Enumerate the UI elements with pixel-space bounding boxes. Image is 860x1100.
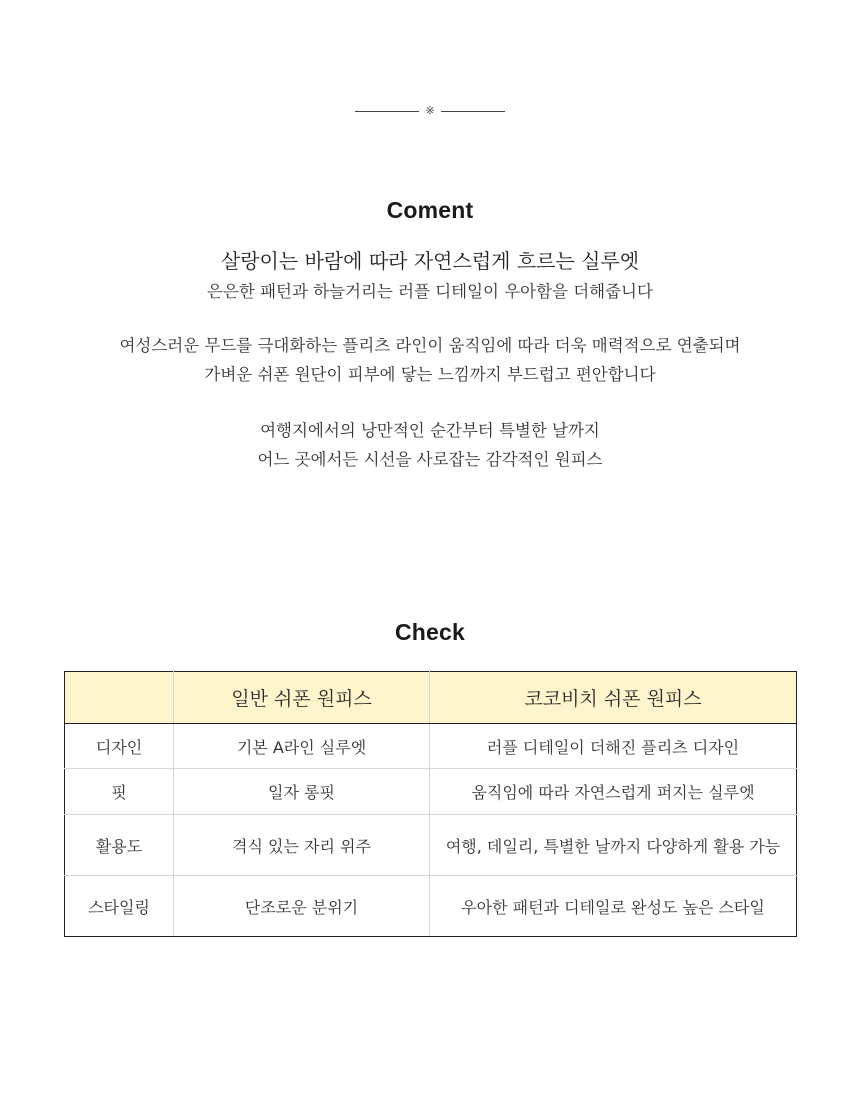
table-row xyxy=(65,815,797,876)
row-label: 스타일링 xyxy=(65,876,174,937)
normal-cell: 격식 있는 자리 위주 xyxy=(174,815,430,876)
coment-paragraph-1 xyxy=(0,332,860,389)
header-normal-chiffon: 일반 쉬폰 원피스 xyxy=(174,672,430,724)
row-label: 핏 xyxy=(65,769,174,815)
coment-lead-line-1: 살랑이는 바람에 따라 자연스럽게 흐르는 실루엣 xyxy=(220,249,640,273)
divider-line-left xyxy=(355,111,419,112)
cocobeach-cell: 여행, 데일리, 특별한 날까지 다양하게 활용 가능 xyxy=(430,815,797,876)
normal-cell: 기본 A라인 실루엣 xyxy=(174,724,430,769)
check-heading: Check xyxy=(394,619,466,645)
coment-paragraph-2-line-2: 어느 곳에서든 시선을 사로잡는 감각적인 원피스 xyxy=(257,449,603,469)
section-divider xyxy=(0,103,860,119)
row-label: 활용도 xyxy=(65,815,174,876)
cocobeach-cell: 러플 디테일이 더해진 플리츠 디자인 xyxy=(430,724,797,769)
divider-line-right xyxy=(441,111,505,112)
table-row xyxy=(65,769,797,815)
table-header-row xyxy=(65,672,797,724)
cocobeach-cell: 우아한 패턴과 디테일로 완성도 높은 스타일 xyxy=(430,876,797,937)
header-blank-cell xyxy=(65,672,174,724)
asterism-icon: ※ xyxy=(425,104,435,117)
table-row xyxy=(65,876,797,937)
comparison-table xyxy=(64,671,797,937)
normal-cell: 일자 롱핏 xyxy=(174,769,430,815)
cocobeach-cell: 움직임에 따라 자연스럽게 퍼지는 실루엣 xyxy=(430,769,797,815)
coment-heading: Coment xyxy=(386,197,474,223)
row-label: 디자인 xyxy=(65,724,174,769)
table-row xyxy=(65,724,797,769)
coment-paragraph-1-line-1: 여성스러운 무드를 극대화하는 플리츠 라인이 움직임에 따라 더욱 매력적으로 연출되며 xyxy=(119,336,741,355)
coment-paragraph-2 xyxy=(0,417,860,474)
coment-lead-line-2: 은은한 패턴과 하늘거리는 러플 디테일이 우아함을 더해줍니다 xyxy=(207,282,653,301)
normal-cell: 단조로운 분위기 xyxy=(174,876,430,937)
coment-paragraph-1-line-2: 가벼운 쉬폰 원단이 피부에 닿는 느낌까지 부드럽고 편안합니다 xyxy=(204,364,656,384)
header-cocobeach-chiffon: 코코비치 쉬폰 원피스 xyxy=(430,672,797,724)
coment-paragraph-2-line-1: 여행지에서의 낭만적인 순간부터 특별한 날까지 xyxy=(260,421,600,440)
